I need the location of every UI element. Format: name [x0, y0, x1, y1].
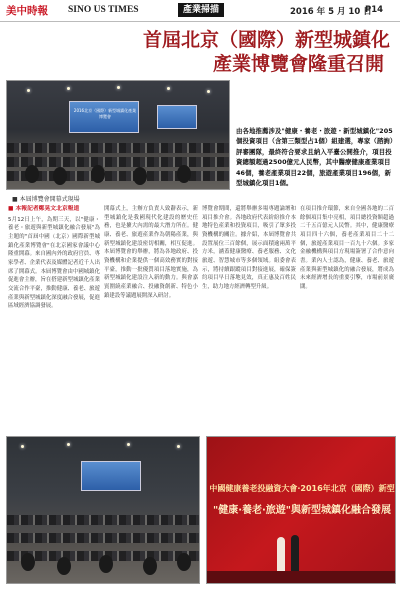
page-number: P14: [365, 5, 384, 15]
article-headline: [10, 28, 390, 76]
banner-line-1: 中國健康養老投融資大會·2016年北京（國際）新型: [209, 484, 395, 493]
main-photo: [6, 80, 230, 190]
masthead: [0, 0, 400, 22]
newspaper-english-name: SINO US TIMES: [68, 5, 139, 15]
bottom-right-photo: [206, 436, 396, 584]
section-badge: 產業掃描: [178, 3, 224, 17]
body-column-4: 在項目推介環節，來自全國各地的二百餘個項目集中亮相，項目總投資額超過二千五百億元人民幣。其中，健康醫療項目四十六個，養老產業項目二十二個，旅遊產業項目一百九十六個。多家金融機構與項目方現場簽署了合作意向書。業內人士認為，健康、養老、旅遊產業與新型城鎮化的融合發展，將成為未來經濟增長的重要引擎，市場前景廣闊。: [300, 206, 394, 290]
body-column-1: [8, 205, 100, 433]
headline-line-2: 產業博覽會隆重召開: [212, 53, 384, 75]
side-screen: [157, 105, 197, 129]
main-photo-caption: ■ 本屆博覽會開幕式現場: [12, 196, 80, 203]
newspaper-logo: 美中時報: [6, 5, 48, 17]
headline-line-1: 首屆北京（國際）新型城鎮化: [142, 29, 390, 51]
body-column-2: 開幕式上，主辦方負責人致辭表示，新型城鎮化是我國現代化建設的歷史任務，也是擴大內需的最大潛力所在。健康、養老、旅遊產業作為朝陽產業，與新型城鎮化建設密切相關，相互促進。本屆博覽會的舉辦，將為各地政府、投資機構和企業提供一個高效務實的對接平臺，推動一批優質項目落地實施，為新型城鎮化建設注入新的動力。與會嘉賓圍繞產業融合、投融資創新、特色小鎮建設等議題展開深入研討。: [104, 206, 198, 299]
banner-line-2: "健康·養老·旅遊"與新型城鎮化融合發展: [212, 505, 392, 516]
stage-screen-text: 2016北京（國際）新型城鎮化產業博覽會: [73, 108, 137, 119]
body-column-1-text: 5月12日上午，為期三天，以"健康・養老・旅遊與新型城鎮化融合發展"為主題的"首屆中國（北京）國際新型城鎮化產業博覽會"在北京國家會議中心隆重開幕。來自國內外的政府官員、專家學者、企業代表及媒體記者近千人出席了開幕式。本屆博覽會由中國城鎮化促進會主辦，旨在搭建新型城鎮化產業交流合作平臺，推動健康、養老、旅遊產業與新型城鎮化深度融合發展，促進區域經濟協調發展。: [8, 216, 100, 310]
conference-screen: [81, 461, 141, 491]
lead-paragraph: 由各地推薦涉及"健康・養老・旅遊・新型城鎮化"205個投資項目（含第三類型占1個）組建選，專家（諮詢）評審團隊，最終符合要求且納入平臺公開推介，項目投資總額超過2500億元人民幣，其中醫療健康產業項目46個，養老產業項目22個，旅遊產業項目196個，新型城鎮化項目1個。: [236, 127, 394, 188]
bottom-left-photo: [6, 436, 200, 584]
issue-date: 2016 年 5 月 10 日: [290, 7, 372, 17]
byline: ■ 本報記者鄭晃文北京報道: [8, 206, 80, 212]
body-column-3: 博覽會期間，還將舉辦多場專題論壇和項目推介會。各地政府代表紛紛推介本地特色產業和投資項目，吸引了眾多投資機構的關注。據介紹，本屆博覽會共設置展位三百餘個，展示面積逾兩萬平方米，涵蓋健康醫療、養老服務、文化旅遊、智慧城市等多個領域。組委會表示，將持續跟蹤項目對接進展，確保簽約項目早日落地見效，真正惠及百姓民生，助力地方經濟轉型升級。: [202, 206, 296, 290]
stage-screen: [69, 101, 139, 133]
